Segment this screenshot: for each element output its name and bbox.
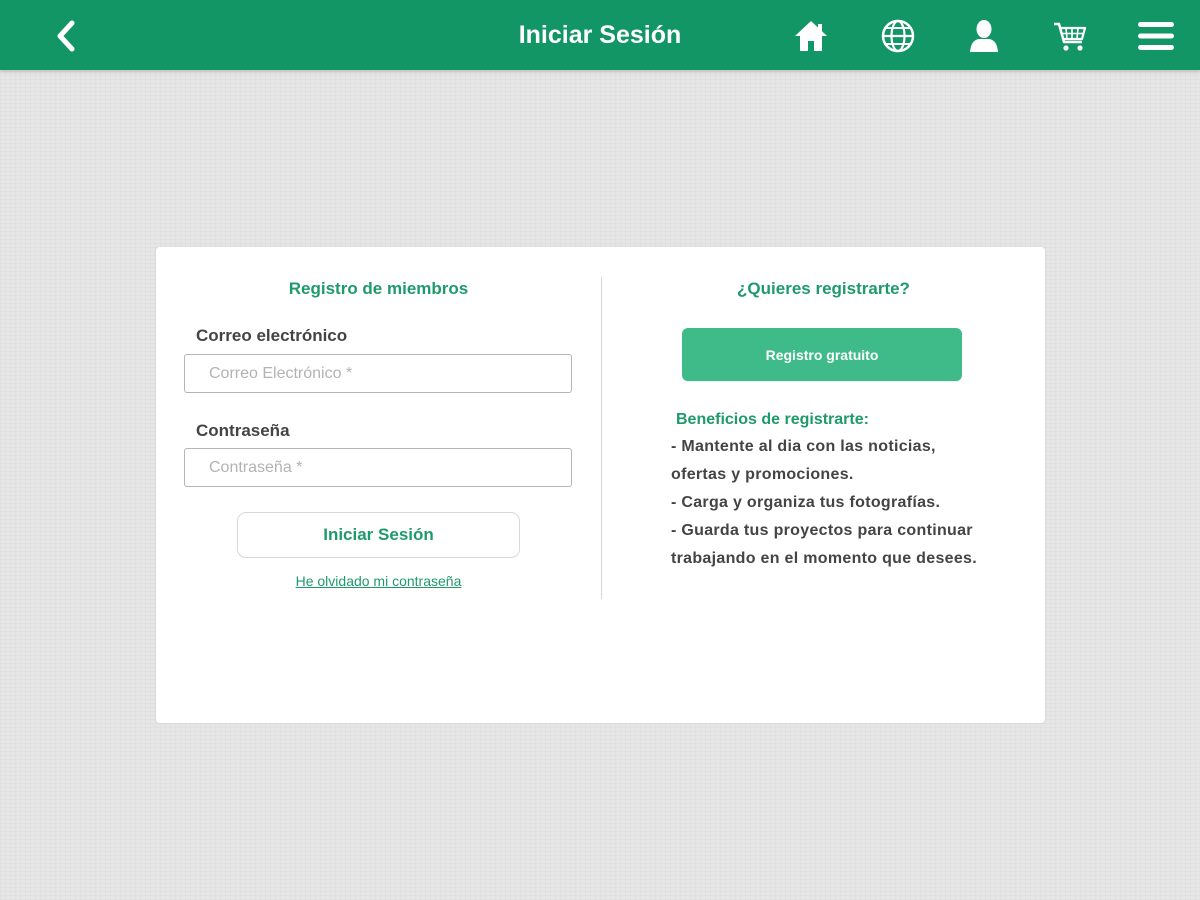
top-bar bbox=[0, 0, 1200, 70]
back-button[interactable] bbox=[44, 14, 88, 58]
forgot-password-link[interactable]: He olvidado mi contraseña bbox=[295, 573, 462, 589]
benefits-list bbox=[671, 433, 991, 573]
home-icon bbox=[793, 18, 829, 54]
benefit-item: - Carga y organiza tus fotografías. bbox=[671, 494, 941, 511]
email-label: Correo electrónico bbox=[196, 326, 348, 345]
user-icon bbox=[967, 18, 1001, 54]
cart-icon bbox=[1051, 18, 1089, 54]
password-label: Contraseña bbox=[196, 421, 290, 440]
home-button[interactable] bbox=[789, 14, 833, 58]
language-button[interactable] bbox=[876, 14, 920, 58]
chevron-left-icon bbox=[53, 18, 79, 54]
cart-button[interactable] bbox=[1048, 14, 1092, 58]
menu-button[interactable] bbox=[1134, 14, 1178, 58]
column-divider bbox=[601, 277, 602, 599]
login-section-title: Registro de miembros bbox=[288, 279, 469, 298]
benefit-item: - Mantente al dia con las noticias, ofertas y promociones. bbox=[671, 438, 936, 483]
email-field[interactable] bbox=[184, 354, 572, 393]
free-register-button[interactable]: Registro gratuito bbox=[682, 328, 962, 381]
account-button[interactable] bbox=[962, 14, 1006, 58]
benefit-item: - Guarda tus proyectos para continuar trabajando en el momento que desees. bbox=[671, 522, 977, 567]
register-section-title: ¿Quieres registrarte? bbox=[737, 279, 910, 298]
login-button[interactable]: Iniciar Sesión bbox=[237, 512, 520, 558]
page-title: Iniciar Sesión bbox=[518, 21, 682, 49]
globe-icon bbox=[879, 17, 917, 55]
menu-icon bbox=[1136, 18, 1176, 54]
login-card bbox=[156, 247, 1045, 723]
password-field[interactable] bbox=[184, 448, 572, 487]
benefits-title: Beneficios de registrarte: bbox=[676, 411, 869, 428]
